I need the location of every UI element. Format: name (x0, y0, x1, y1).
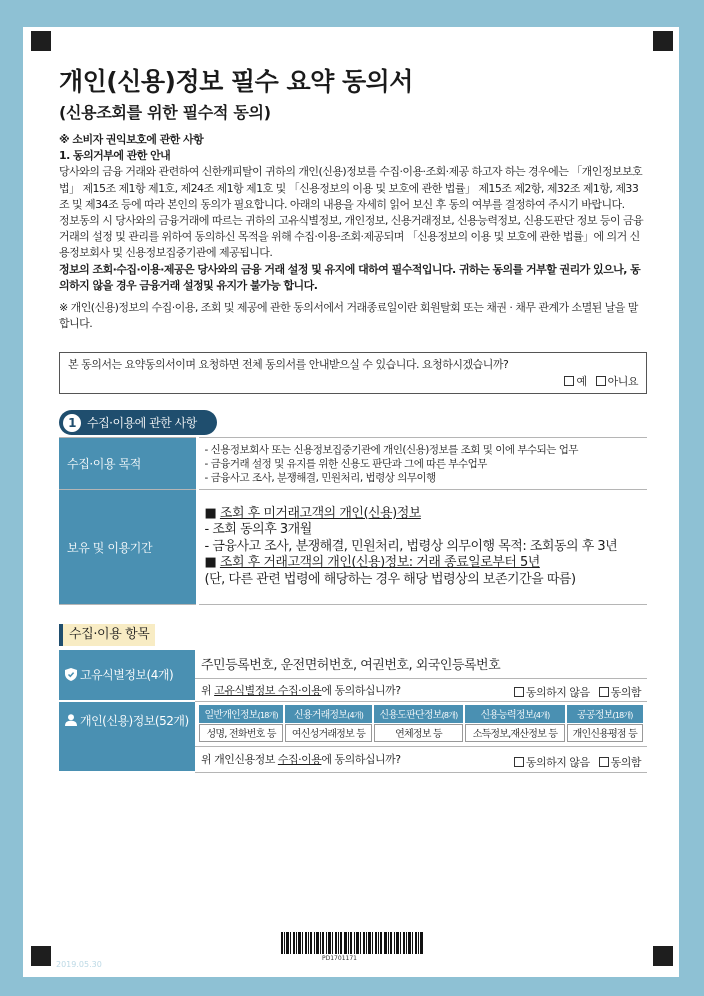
no-checkbox[interactable] (596, 376, 606, 386)
intro-paragraph: 당사와의 금융 거래와 관련하여 신한캐피탈이 귀하의 개인(신용)정보를 수집·이용·조회·제공 하고자 하는 경우에는 「개인정보보호법」 제15조 제1항 제1호, 제24조 제1항 제1호 및 「신용정보의 이용 및 보호에 관한 법률」 제15조 제2항, 제32조 제1항, 제33조 및 제34조 등에 따라 본인의 동의가 필요합니다. 아래의 내용을 자세히 읽어 보신 후 동의 여부를 결정하여 주시기 바랍니다. (59, 165, 643, 211)
category-header: 일반개인정보(18개) (199, 705, 283, 723)
purpose-item: - 금융거래 설정 및 유지를 위한 신용도 판단과 그에 따른 부수업무 (204, 457, 487, 470)
category-example: 소득정보,재산정보 등 (465, 724, 564, 742)
personal-consent-row: 위 개인신용정보 수집·이용에 동의하십니까? 동의하지 않음 동의함 (201, 753, 641, 769)
intro-paragraph: 정보동의 시 당사와의 금융거래에 따르는 귀하의 고유식별정보, 개인정보, 신용거래정보, 신용능력정보, 신용도판단 정보 등이 금융거래의 설정 및 관리를 위하여 동의하신 목적을 위해 수집·이용·조회·제공되며 「신용정보의 이용 및 보호에 관한 법률」에 의거 신용정보회사 및 신용정보집중기관에 제공됩니다. (59, 214, 644, 260)
section2-header: 수집·이용 항목 (59, 624, 155, 646)
retention-line: - 금융사고 조사, 분쟁해결, 민원처리, 법령상 의무이행 목적: 조회동의 후 3년 (204, 538, 618, 554)
no-label: 아니요 (607, 375, 638, 388)
person-icon (65, 714, 77, 729)
collection-items-table (59, 650, 647, 773)
full-consent-request-box (59, 352, 647, 394)
personal-disagree-checkbox[interactable] (514, 757, 524, 767)
unique-disagree-checkbox[interactable] (514, 687, 524, 697)
category-header: 신용능력정보(4개) (465, 705, 564, 723)
category-grid-cell (195, 701, 647, 746)
shield-icon (65, 668, 77, 684)
category-example: 성명, 전화번호 등 (199, 724, 283, 742)
purpose-label: 수집·이용 목적 (59, 438, 197, 490)
category-header: 공공정보(18개) (567, 705, 643, 723)
retention-content (197, 490, 647, 605)
category-example: 여신성거래정보 등 (285, 724, 371, 742)
category-grid (197, 704, 645, 743)
unique-id-consent-row: 위 고유식별정보 수집·이용에 동의하십니까? 동의하지 않음 동의함 (201, 683, 641, 699)
yes-label: 예 (576, 375, 587, 388)
personal-info-label: 개인(신용)정보(52개) (59, 701, 195, 772)
purpose-item: - 금융사고 조사, 분쟁해결, 민원처리, 법령상 의무이행 (204, 471, 436, 484)
yes-checkbox[interactable] (564, 376, 574, 386)
unique-agree-checkbox[interactable] (599, 687, 609, 697)
intro-note: ※ 개인(신용)정보의 수집·이용, 조회 및 제공에 관한 동의서에서 거래종료일이란 회원탈회 또는 채권 · 채무 관계가 소멸된 날을 말합니다. (59, 301, 638, 331)
section1-header (59, 410, 217, 435)
barcode-text: PD1701171 (322, 955, 357, 962)
category-example: 연체정보 등 (374, 724, 464, 742)
section1-title: 수집·이용에 관한 사항 (87, 416, 197, 430)
registration-mark (31, 946, 51, 966)
rights-heading: ※ 소비자 권익보호에 관한 사항 (59, 133, 204, 146)
retention-line: ■ 조회 후 미거래고객의 개인(신용)정보 (204, 505, 421, 521)
date-stamp: 2019.05.30 (56, 960, 102, 969)
collection-usage-table (59, 437, 647, 605)
retention-line: (단, 다른 관련 법령에 해당하는 경우 해당 법령상의 보존기간을 따름) (204, 571, 576, 587)
purpose-content (197, 438, 647, 490)
barcode (281, 932, 423, 954)
registration-mark (653, 31, 673, 51)
refusal-heading: 1. 동의거부에 관한 안내 (59, 149, 171, 163)
unique-id-label: 고유식별정보(4개) (59, 650, 195, 701)
retention-label: 보유 및 이용기간 (59, 490, 197, 605)
unique-id-items: 주민등록번호, 운전면허번호, 여권번호, 외국인등록번호 (201, 658, 501, 674)
purpose-item: - 신용정보회사 또는 신용정보집중기관에 개인(신용)정보를 조회 및 이에 부수되는 업무 (204, 443, 579, 456)
page-title: 개인(신용)정보 필수 요약 동의서 (59, 67, 413, 96)
registration-mark (31, 31, 51, 51)
personal-agree-checkbox[interactable] (599, 757, 609, 767)
category-header: 신용거래정보(4개) (285, 705, 371, 723)
registration-mark (653, 946, 673, 966)
retention-line: ■ 조회 후 거래고객의 개인(신용)정보: 거래 종료일로부터 5년 (204, 555, 540, 571)
page-subtitle: (신용조회를 위한 필수적 동의) (59, 103, 271, 122)
section-number: 1 (63, 414, 81, 432)
category-header: 신용도판단정보(8개) (374, 705, 464, 723)
full-consent-question: 본 동의서는 요약동의서이며 요청하면 전체 동의서를 안내받으실 수 있습니다. 요청하시겠습니까? (68, 358, 509, 371)
category-example: 개인신용평점 등 (567, 724, 643, 742)
retention-line: - 조회 동의후 3개월 (204, 522, 312, 538)
intro-section (59, 132, 647, 332)
intro-paragraph-bold: 정보의 조회·수집·이용·제공은 당사와의 금융 거래 설정 및 유지에 대하여 필수적입니다. 귀하는 동의를 거부할 권리가 있으나, 동의하지 않을 경우 금융거래 설정및 유지가 불가능 합니다. (59, 262, 641, 292)
